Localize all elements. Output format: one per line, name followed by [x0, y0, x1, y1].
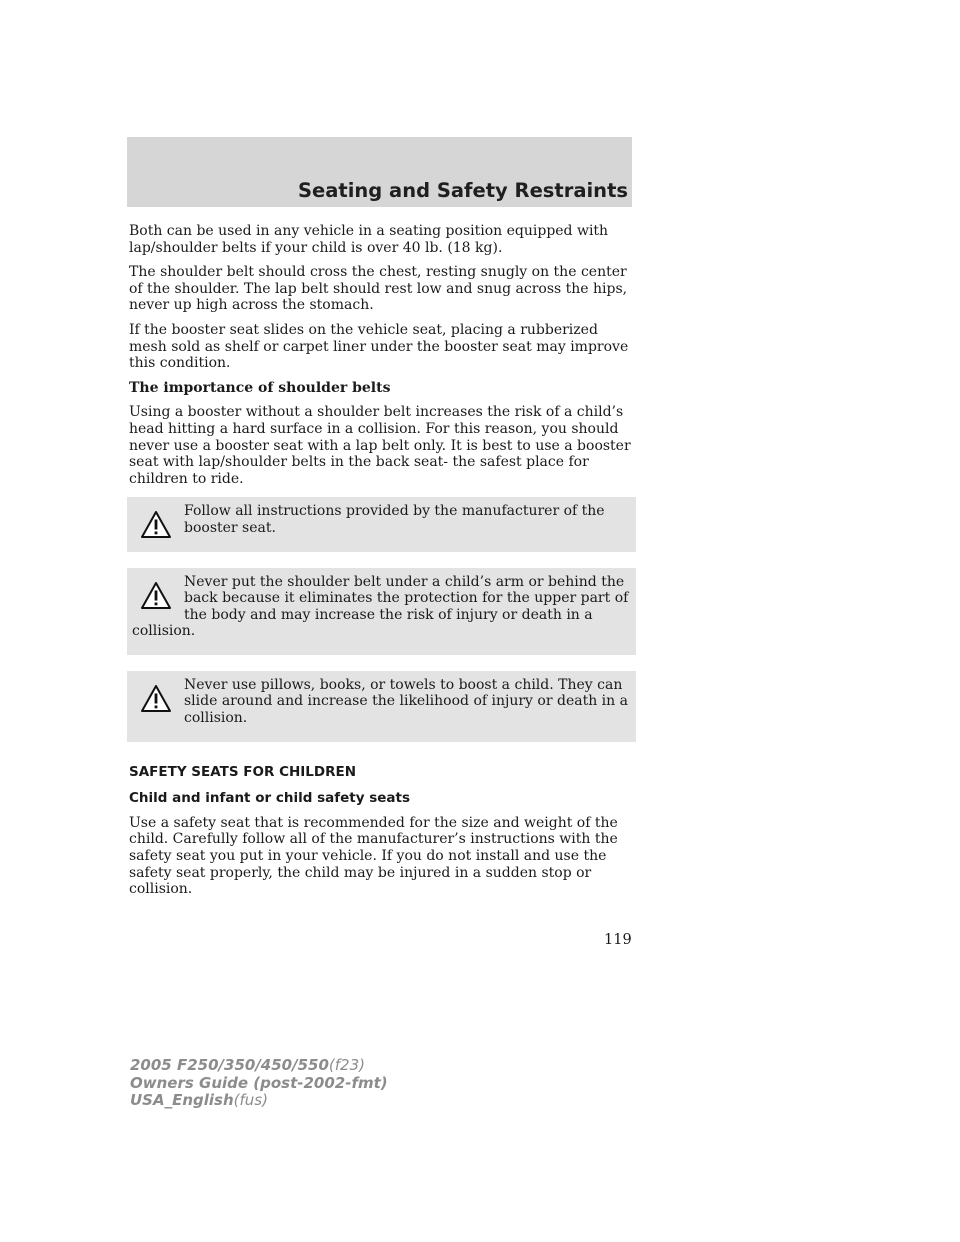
warning-triangle-icon — [140, 510, 172, 540]
warning-text: Follow all instructions provided by the manufacturer of the booster seat. — [184, 503, 605, 536]
footer-model-code: (f23) — [328, 1056, 365, 1074]
section-title: Seating and Safety Restraints — [297, 179, 628, 202]
paragraph: Both can be used in any vehicle in a seating position equipped with lap/shoulder belts if your child is over 40 lb. (18 kg). — [129, 223, 609, 256]
paragraph: Using a booster without a shoulder belt increases the risk of a child’s head hitting a hard surface in a collision. For this reason, you should never use a booster seat with a lap belt only. It is best to use a booster seat with lap/shoulder belts in the back seat- the safest place for children to ride. — [129, 404, 631, 487]
subsection-heading-child-infant: Child and infant or child safety seats — [129, 790, 410, 807]
paragraph: If the booster seat slides on the vehicle seat, placing a rubberized mesh sold as shelf or carpet liner under the booster seat may improve this condition. — [129, 321, 629, 372]
footer-lang: USA_English — [130, 1091, 234, 1109]
page-content — [129, 223, 634, 906]
section-heading-safety-seats: SAFETY SEATS FOR CHILDREN — [129, 763, 357, 780]
warning-box — [127, 568, 636, 655]
warning-box — [127, 671, 636, 742]
footer-model: 2005 F250/350/450/550 — [130, 1056, 329, 1074]
footer-lang-code: (fus) — [233, 1091, 268, 1109]
section-header-band — [127, 137, 632, 207]
warning-text: Never put the shoulder belt under a child’s arm or behind the back because it eliminates the protection for the upper part of the body and may increase the risk of injury or death in a collision. — [132, 573, 629, 640]
paragraph: The shoulder belt should cross the chest, resting snugly on the center of the shoulder. The lap belt should rest low and snug across the hips, never up high across the stomach. — [129, 264, 628, 314]
footer-line-model — [130, 1057, 388, 1075]
warning-text: Never use pillows, books, or towels to boost a child. They can slide around and increase the likelihood of injury or death in a collision. — [184, 676, 628, 727]
subheading-shoulder-belts: The importance of shoulder belts — [129, 379, 391, 396]
footer-line-lang — [130, 1092, 388, 1110]
page-number: 119 — [604, 932, 632, 948]
footer — [130, 1057, 388, 1110]
footer-line-guide — [130, 1075, 388, 1093]
paragraph: Use a safety seat that is recommended for the size and weight of the child. Carefully follow all of the manufacturer’s instructions with the safety seat you put in your vehicle. If you do not install and use the safety seat properly, the child may be injured in a sudden stop or collision. — [129, 814, 618, 898]
warning-triangle-icon — [140, 581, 172, 611]
warning-box — [127, 497, 636, 551]
warning-triangle-icon — [140, 684, 172, 714]
footer-guide: Owners Guide (post-2002-fmt) — [130, 1073, 388, 1092]
